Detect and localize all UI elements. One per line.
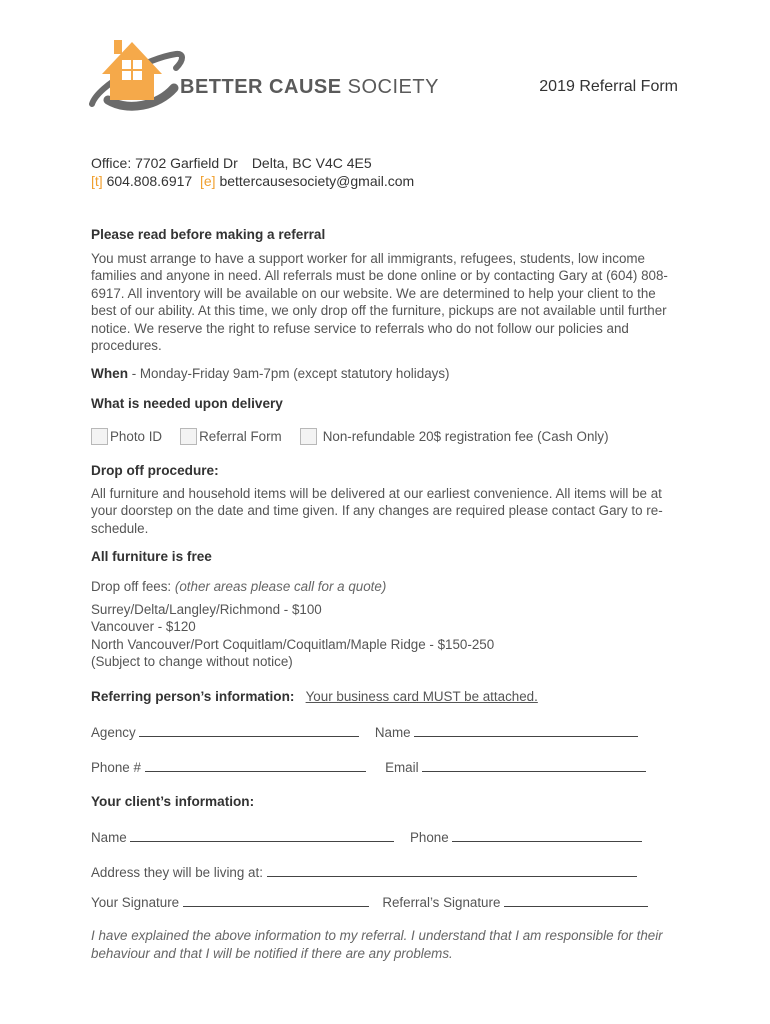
office-address: Office: 7702 Garfield Dr (91, 155, 238, 171)
logo-wordmark (180, 76, 439, 99)
fee-line: Vancouver - $120 (91, 619, 196, 634)
agency-name-row (91, 724, 638, 740)
registration-fee-label: Non-refundable 20$ registration fee (Cash Only) (322, 429, 609, 444)
client-phone-field[interactable] (452, 829, 642, 842)
when-label: When (91, 366, 128, 381)
needed-checklist (91, 428, 609, 445)
fee-line: Surrey/Delta/Langley/Richmond - $100 (91, 601, 322, 617)
referrer-email-label: Email (385, 760, 419, 775)
intro-body: You must arrange to have a support worker for all immigrants, refugees, students, low income families and anyone in need. All referrals must be done online or by contacting Gary at (604) 808-6917. All inventory will be available on our website. We are determined to help your client to the best of our ability. At this time, we only drop off the furniture, pickups are not available until further notice. We reserve the right to refuse service to referrals who do not follow our policies and procedures. (91, 250, 668, 353)
when-text: - Monday-Friday 9am-7pm (except statutory holidays) (128, 366, 450, 381)
fee-line: North Vancouver/Port Coquitlam/Coquitlam/Maple Ridge - $150-250 (91, 636, 495, 652)
email-address[interactable]: bettercausesociety@gmail.com (219, 173, 415, 189)
email-tag: [e] (199, 173, 216, 189)
referrer-heading-row (91, 689, 538, 704)
client-name-phone-row (91, 829, 642, 845)
business-card-note: Your business card MUST be attached. (305, 689, 538, 704)
phone-tag: [t] (91, 173, 103, 189)
address-field[interactable] (267, 864, 637, 877)
referrer-email-field[interactable] (422, 759, 646, 772)
referral-form-checkbox[interactable] (180, 428, 197, 445)
client-heading-row (91, 794, 254, 809)
your-signature-label: Your Signature (91, 895, 180, 910)
dropoff-body: All furniture and household items will be delivered at our earliest convenience. All items will be at your doorstep on the date and time given. If any changes are required please contact Gary to re-schedule. (91, 485, 663, 536)
client-name-label: Name (91, 830, 127, 845)
referrer-heading: Referring person’s information: (91, 689, 295, 704)
fee-line: (Subject to change without notice) (91, 654, 293, 669)
contact-block (91, 154, 414, 190)
agency-field[interactable] (139, 724, 359, 737)
logo-name-light: SOCIETY (347, 76, 439, 98)
phone-email-row (91, 759, 646, 775)
needed-heading: What is needed upon delivery (91, 396, 283, 411)
dropoff-heading: Drop off procedure: (91, 463, 219, 478)
referrer-name-label: Name (374, 725, 411, 740)
fees-note: (other areas please call for a quote) (174, 579, 387, 594)
photo-id-label: Photo ID (110, 429, 163, 444)
client-phone-label: Phone (409, 830, 449, 845)
referral-form-label: Referral Form (199, 429, 282, 444)
when-line (91, 366, 450, 381)
logo-name-bold: BETTER CAUSE (180, 76, 342, 98)
agency-label: Agency (91, 725, 136, 740)
fees-section (91, 578, 681, 671)
client-heading: Your client’s information: (91, 794, 255, 809)
form-title: 2019 Referral Form (539, 78, 678, 95)
house-with-orbit-logo-icon (88, 30, 388, 114)
free-heading: All furniture is free (91, 549, 212, 564)
referrer-phone-label: Phone # (91, 760, 141, 775)
fees-label: Drop off fees: (91, 579, 172, 594)
disclaimer: I have explained the above information to my referral. I understand that I am responsible for their behaviour and that I will be notified if there are any problems. (91, 928, 663, 961)
address-label: Address they will be living at: (91, 865, 263, 880)
client-name-field[interactable] (130, 829, 394, 842)
referrer-phone-field[interactable] (145, 759, 366, 772)
phone-number[interactable]: 604.808.6917 (106, 173, 193, 189)
referrer-name-field[interactable] (414, 724, 638, 737)
address-row (91, 864, 637, 880)
intro-section (91, 226, 681, 355)
registration-fee-checkbox[interactable] (300, 428, 317, 445)
signature-row (91, 894, 648, 910)
photo-id-checkbox[interactable] (91, 428, 108, 445)
intro-heading: Please read before making a referral (91, 227, 326, 242)
your-signature-field[interactable] (183, 894, 369, 907)
dropoff-section (91, 462, 681, 537)
referral-signature-field[interactable] (504, 894, 648, 907)
referral-signature-label: Referral’s Signature (382, 895, 501, 910)
office-city: Delta, BC V4C 4E5 (251, 155, 372, 171)
